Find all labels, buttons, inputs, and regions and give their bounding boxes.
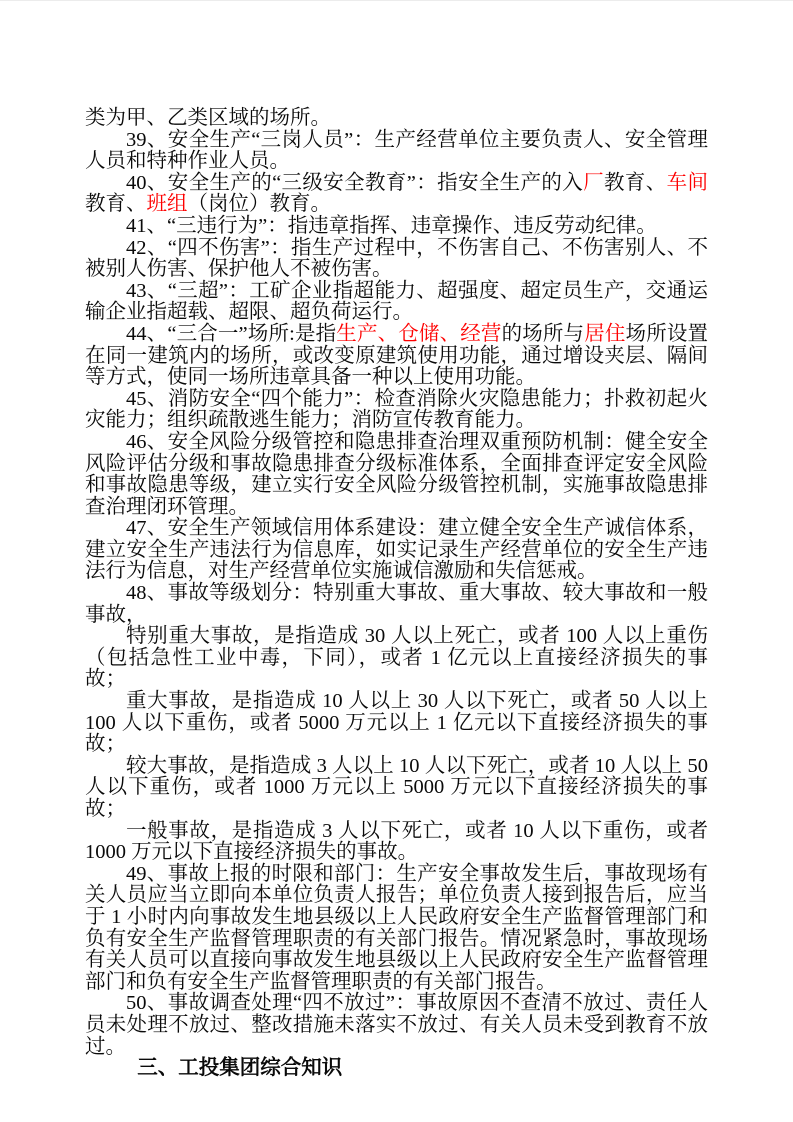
paragraph bbox=[85, 432, 708, 518]
paragraph bbox=[85, 389, 708, 432]
text-segment: 较大事故，是指造成 3 人以上 10 人以下死亡，或者 10 人以上 50 人以下重伤，或者 1000 万元以上 5000 万元以下直接经济损失的事故； bbox=[85, 754, 708, 820]
paragraph bbox=[85, 691, 708, 756]
text-segment: 46、安全风险分级管控和隐患排查治理双重预防机制：健全安全风险评估分级和事故隐患排查分级标准体系，全面排查评定安全风险和事故隐患等级，建立实行安全风险分级管控机制，实施事故隐患排查治理闭环管理。 bbox=[85, 430, 708, 518]
text-segment: 49、事故上报的时限和部门：生产安全事故发生后，事故现场有关人员应当立即向本单位负责人报告；单位负责人接到报告后，应当于 1 小时内向事故发生地县级以上人民政府安全生产监督管理部门和负有安全生产监督管理职责的有关部门报告。情况紧急时，事故现场有关人员可以直接向事故发生地县级以上人民政府安全生产监督管理部门和负有安全生产监督管理职责的有关部门报告。 bbox=[85, 862, 708, 993]
text-segment: 42、“四不伤害”：指生产过程中，不伤害自己、不伤害别人、不被别人伤害、保护他人不被伤害。 bbox=[85, 236, 708, 281]
text-segment: 39、安全生产“三岗人员”：生产经营单位主要负责人、安全管理人员和特种作业人员。 bbox=[85, 128, 708, 173]
page-border-top bbox=[0, 0, 793, 1]
paragraph bbox=[85, 108, 708, 130]
paragraph bbox=[85, 583, 708, 626]
text-segment: 50、事故调查处理“四不放过”：事故原因不查清不放过、责任人员未处理不放过、整改措施未落实不放过、有关人员未受到教育不放过。 bbox=[85, 992, 708, 1058]
paragraph bbox=[85, 756, 708, 821]
text-segment: 三、工投集团综合知识 bbox=[137, 1057, 343, 1080]
text-segment: 重大事故，是指造成 10 人以上 30 人以下死亡，或者 50 人以上 100 人以下重伤，或者 5000 万元以上 1 亿元以下直接经济损失的事故； bbox=[85, 690, 708, 756]
paragraph bbox=[85, 216, 708, 238]
paragraph bbox=[85, 821, 708, 864]
text-segment: （岗位）教育。 bbox=[187, 193, 331, 216]
text-segment: 特别重大事故，是指造成 30 人以上死亡，或者 100 人以上重伤（包括急性工业中毒，下同），或者 1 亿元以上直接经济损失的事故； bbox=[85, 625, 708, 691]
paragraph bbox=[85, 626, 708, 691]
text-segment: 教育、 bbox=[85, 193, 147, 216]
text-segment: 43、“三超”：工矿企业指超能力、超强度、超定员生产，交通运输企业指超载、超限、超负荷运行。 bbox=[85, 279, 708, 324]
text-segment: 类为甲、乙类区域的场所。 bbox=[85, 107, 331, 129]
paragraph bbox=[85, 864, 708, 994]
highlight-red-text: 车间 bbox=[666, 171, 709, 194]
text-segment: 教育、 bbox=[604, 171, 667, 194]
paragraph bbox=[85, 324, 708, 389]
text-segment: 40、安全生产的“三级安全教育”：指安全生产的入 bbox=[126, 171, 584, 194]
text-segment: 48、事故等级划分：特别重大事故、重大事故、较大事故和一般事故， bbox=[85, 582, 708, 626]
document-body bbox=[85, 108, 708, 1080]
highlight-red-text: 班组 bbox=[146, 193, 188, 216]
highlight-red-text: 生产、仓储、经营 bbox=[336, 322, 502, 345]
text-segment: 44、“三合一”场所:是指 bbox=[126, 322, 337, 345]
paragraph bbox=[85, 130, 708, 173]
text-segment: 47、安全生产领域信用体系建设：建立健全安全生产诚信体系，建立安全生产违法行为信息库，如实记录生产经营单位的安全生产违法行为信息，对生产经营单位实施诚信激励和失信惩戒。 bbox=[85, 517, 708, 583]
paragraph bbox=[85, 173, 708, 216]
highlight-red-text: 居住 bbox=[584, 322, 626, 345]
paragraph bbox=[85, 518, 708, 583]
text-segment: 45、消防安全“四个能力”：检查消除火灾隐患能力；扑救初起火灾能力；组织疏散逃生能力；消防宣传教育能力。 bbox=[85, 387, 708, 432]
section-heading bbox=[85, 1058, 708, 1080]
paragraph bbox=[85, 993, 708, 1058]
text-segment: 一般事故，是指造成 3 人以下死亡，或者 10 人以下重伤，或者 1000 万元以下直接经济损失的事故。 bbox=[85, 819, 708, 864]
text-segment: 41、“三违行为”：指违章指挥、违章操作、违反劳动纪律。 bbox=[126, 214, 657, 237]
highlight-red-text: 厂 bbox=[583, 171, 605, 194]
paragraph bbox=[85, 238, 708, 281]
text-segment: 场所设置在同一建筑内的场所，或改变原建筑使用功能，通过增设夹层、隔间等方式，使同一场所违章具备一种以上使用功能。 bbox=[85, 322, 709, 389]
paragraph bbox=[85, 281, 708, 324]
text-segment: 的场所与 bbox=[501, 322, 585, 345]
